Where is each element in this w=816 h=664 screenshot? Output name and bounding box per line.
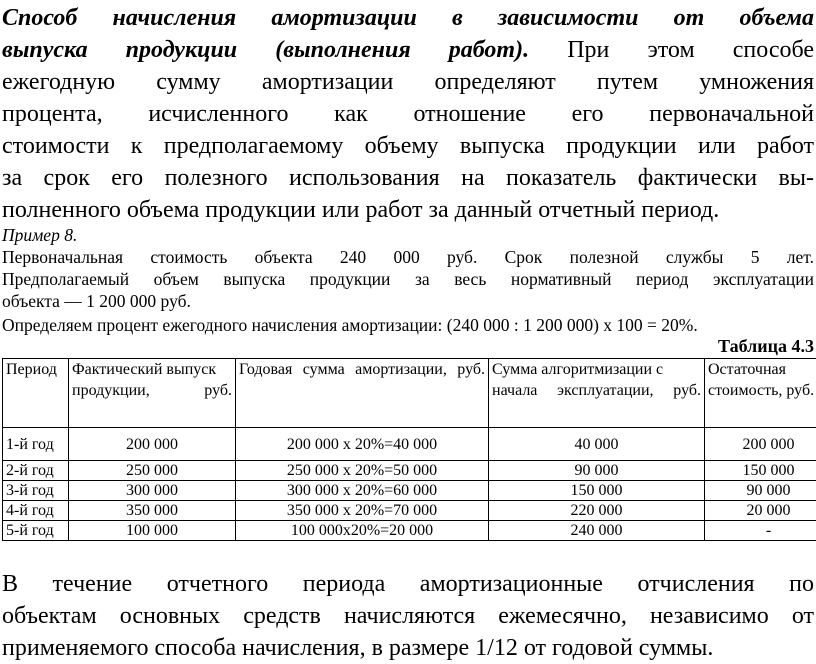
example-line-3: объекта — 1 200 000 руб. bbox=[2, 291, 191, 311]
header-period: Период bbox=[3, 359, 69, 428]
intro-line-6: за срок его полезного использования на показатель фактически вы- bbox=[2, 165, 814, 191]
cell-annual-amount: 100 000х20%=20 000 bbox=[236, 521, 489, 541]
cell-residual-value: - bbox=[705, 521, 816, 541]
intro-line-2-text: При этом способе bbox=[567, 37, 815, 63]
header-actual-output: Фактический выпуск продукции, руб. bbox=[69, 359, 236, 428]
header-cumulative-amount: Сумма алгоритмизации с начала эксплуатации, руб. bbox=[489, 359, 705, 428]
table-caption: Таблица 4.3 bbox=[718, 336, 814, 356]
intro-line-2 bbox=[2, 34, 814, 66]
depreciation-table bbox=[2, 358, 816, 541]
table-row bbox=[3, 521, 816, 541]
closing-line-2: объектам основных средств начисляются ежемесячно, независимо от bbox=[2, 603, 814, 629]
cell-annual-amount: 350 000 х 20%=70 000 bbox=[236, 501, 489, 521]
example-title: Пример 8. bbox=[2, 225, 78, 245]
cell-annual-amount: 300 000 х 20%=60 000 bbox=[236, 481, 489, 501]
cell-cumulative-amount: 150 000 bbox=[489, 481, 705, 501]
header-residual-value: Остаточная стоимость, руб. bbox=[705, 359, 816, 428]
table-row bbox=[3, 461, 816, 481]
cell-residual-value: 200 000 bbox=[705, 428, 816, 461]
intro-line-1: Способ начисления амортизации в зависимости от объема bbox=[2, 5, 814, 31]
cell-actual-output: 100 000 bbox=[69, 521, 236, 541]
cell-actual-output: 250 000 bbox=[69, 461, 236, 481]
table-row bbox=[3, 428, 816, 461]
cell-period: 5-й год bbox=[3, 521, 69, 541]
cell-period: 4-й год bbox=[3, 501, 69, 521]
cell-period: 1-й год bbox=[3, 428, 69, 461]
intro-line-4: процента, исчисленного как отношение его первоначальной bbox=[2, 101, 814, 127]
example-line-2: Предполагаемый объем выпуска продукции за весь нормативный период эксплуатации bbox=[2, 269, 814, 289]
table-row bbox=[3, 481, 816, 501]
table-row bbox=[3, 501, 816, 521]
intro-line-5: стоимости к предполагаемому объему выпуска продукции или работ bbox=[2, 133, 814, 159]
cell-actual-output: 300 000 bbox=[69, 481, 236, 501]
cell-actual-output: 350 000 bbox=[69, 501, 236, 521]
cell-residual-value: 20 000 bbox=[705, 501, 816, 521]
cell-annual-amount: 200 000 х 20%=40 000 bbox=[236, 428, 489, 461]
cell-cumulative-amount: 240 000 bbox=[489, 521, 705, 541]
intro-line-7: полненного объема продукции или работ за данный отчетный период. bbox=[2, 197, 720, 223]
closing-line-1: В течение отчетного периода амортизационные отчисления по bbox=[2, 571, 814, 597]
cell-annual-amount: 250 000 х 20%=50 000 bbox=[236, 461, 489, 481]
cell-residual-value: 90 000 bbox=[705, 481, 816, 501]
example-line-4: Определяем процент ежегодного начисления амортизации: (240 000 : 1 200 000) х 100 = 20%. bbox=[2, 315, 698, 335]
closing-line-3: применяемого способа начисления, в размере 1/12 от годовой суммы. bbox=[2, 635, 714, 661]
example-line-1: Первоначальная стоимость объекта 240 000 руб. Срок полезной службы 5 лет. bbox=[2, 247, 814, 267]
cell-cumulative-amount: 40 000 bbox=[489, 428, 705, 461]
cell-cumulative-amount: 220 000 bbox=[489, 501, 705, 521]
intro-line-3: ежегодную сумму амортизации определяют путем умножения bbox=[2, 69, 814, 95]
cell-residual-value: 150 000 bbox=[705, 461, 816, 481]
cell-cumulative-amount: 90 000 bbox=[489, 461, 705, 481]
cell-period: 2-й год bbox=[3, 461, 69, 481]
header-annual-amount: Годовая сумма амортизации, руб. bbox=[236, 359, 489, 428]
intro-bold-heading-end: выпуска продукции (выполнения работ). bbox=[2, 37, 530, 63]
table-header-row bbox=[3, 359, 816, 428]
cell-actual-output: 200 000 bbox=[69, 428, 236, 461]
cell-period: 3-й год bbox=[3, 481, 69, 501]
